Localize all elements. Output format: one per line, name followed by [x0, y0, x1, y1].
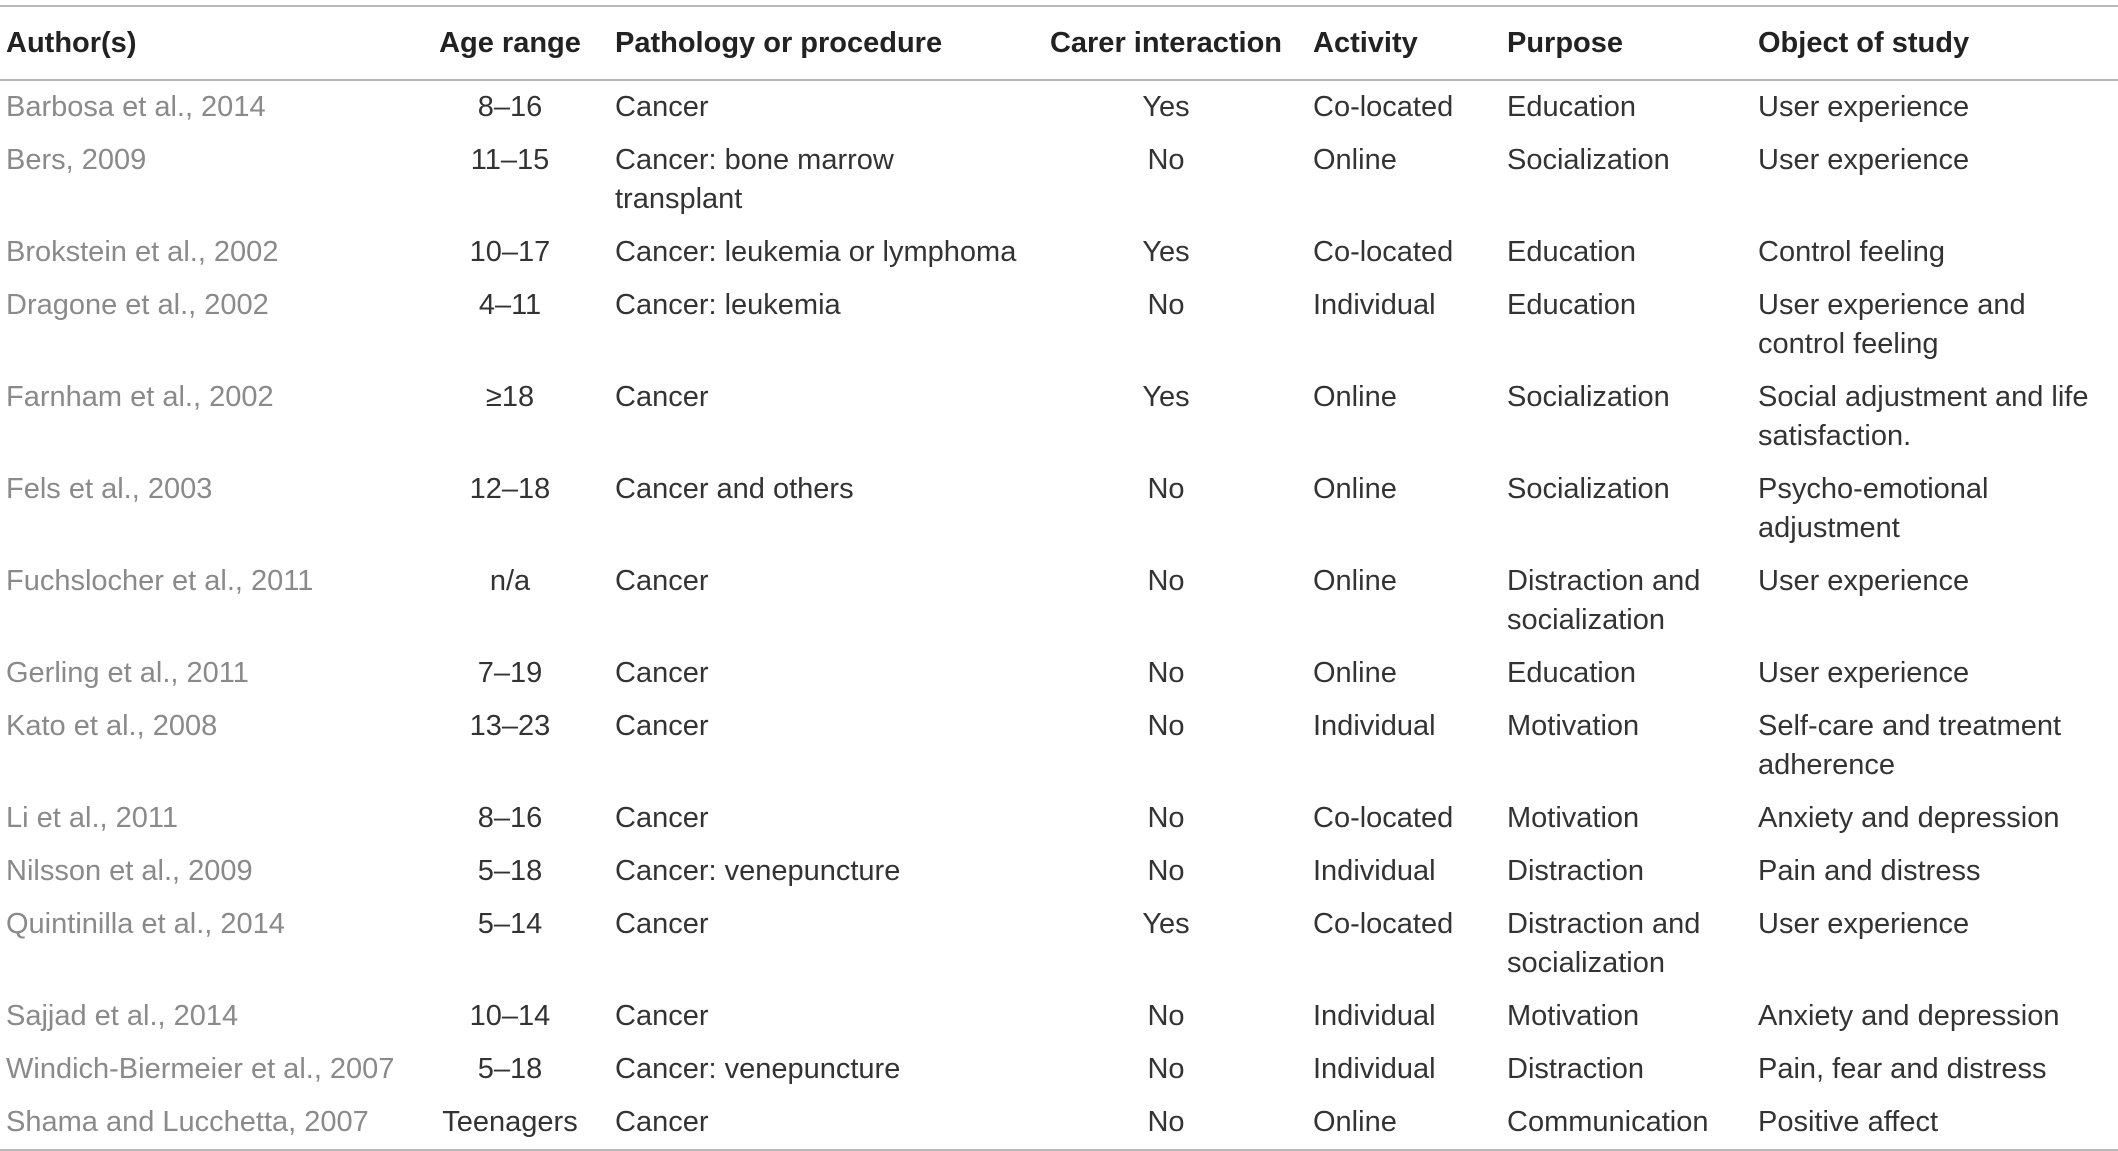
cell-carer-interaction: No — [1019, 1096, 1313, 1150]
cell-pathology: Cancer — [615, 657, 709, 689]
cell-carer-interaction: No — [1147, 802, 1185, 834]
cell-purpose: Communication — [1507, 1096, 1758, 1150]
cell-pathology: Cancer: venepuncture — [615, 1053, 901, 1085]
cell-author: Dragone et al., 2002 — [6, 289, 269, 321]
cell-object-of-study: Anxiety and depression — [1758, 1000, 2060, 1032]
table-row — [0, 80, 2118, 134]
cell-activity: Individual — [1313, 1053, 1436, 1085]
cell-author: Barbosa et al., 2014 — [6, 91, 266, 123]
cell-activity: Individual — [1313, 855, 1436, 887]
cell-carer-interaction: Yes — [1142, 91, 1190, 123]
cell-object-of-study: User experience — [1758, 91, 1970, 123]
cell-carer-interaction: No — [1147, 144, 1185, 176]
header-carer-interaction: Carer interaction — [1019, 6, 1313, 80]
cell-activity: Individual — [1313, 1000, 1436, 1032]
cell-purpose: Distraction — [1507, 855, 1644, 887]
cell-object-of-study: Pain and distress — [1758, 855, 1981, 887]
cell-pathology: Cancer: bone marrow transplant — [615, 144, 894, 215]
cell-author: Windich-Biermeier et al., 2007 — [6, 1053, 395, 1085]
cell-pathology: Cancer — [615, 1000, 709, 1032]
table-row — [0, 226, 2118, 279]
cell-activity: Online — [1313, 144, 1397, 176]
table-row — [0, 700, 2118, 792]
cell-age-range: Teenagers — [405, 1096, 615, 1150]
header-object-of-study: Object of study — [1758, 6, 2118, 80]
cell-purpose: Socialization — [1507, 381, 1670, 413]
header-row — [0, 6, 2118, 80]
cell-author: Sajjad et al., 2014 — [6, 1000, 239, 1032]
header-author: Author(s) — [0, 6, 405, 80]
cell-pathology: Cancer: leukemia — [615, 289, 841, 321]
studies-table — [0, 5, 2118, 1151]
cell-carer-interaction: No — [1147, 710, 1185, 742]
cell-author: Fels et al., 2003 — [6, 473, 213, 505]
cell-age-range: n/a — [489, 565, 531, 597]
cell-author: Li et al., 2011 — [6, 802, 178, 834]
cell-pathology: Cancer — [615, 710, 709, 742]
table-header — [0, 6, 2118, 80]
cell-purpose: Distraction and socialization — [1507, 908, 1701, 979]
cell-object-of-study: Control feeling — [1758, 236, 1945, 268]
cell-purpose: Education — [1507, 289, 1636, 321]
cell-object-of-study: User experience — [1758, 565, 1970, 597]
table-row — [0, 279, 2118, 371]
cell-purpose: Education — [1507, 657, 1636, 689]
cell-purpose: Education — [1507, 236, 1636, 268]
cell-author: Kato et al., 2008 — [6, 710, 218, 742]
cell-author: Shama and Lucchetta, 2007 — [0, 1096, 405, 1150]
cell-carer-interaction: No — [1147, 855, 1185, 887]
cell-author: Bers, 2009 — [6, 144, 147, 176]
cell-activity: Online — [1313, 657, 1397, 689]
cell-object-of-study: Self-care and treatment adherence — [1758, 710, 2062, 781]
cell-carer-interaction: Yes — [1142, 908, 1190, 940]
cell-object-of-study: User experience — [1758, 657, 1970, 689]
cell-carer-interaction: No — [1147, 289, 1185, 321]
header-activity: Activity — [1313, 6, 1507, 80]
header-age-range: Age range — [405, 6, 615, 80]
cell-activity: Co-located — [1313, 802, 1454, 834]
cell-activity: Online — [1313, 473, 1397, 505]
cell-pathology: Cancer — [615, 381, 709, 413]
cell-age-range: 7–19 — [477, 657, 543, 689]
cell-age-range: 8–16 — [477, 91, 543, 123]
cell-purpose: Education — [1507, 91, 1636, 123]
table-row — [0, 898, 2118, 990]
cell-activity: Online — [1313, 1096, 1507, 1150]
cell-age-range: 12–18 — [469, 473, 551, 505]
cell-purpose: Motivation — [1507, 802, 1640, 834]
table-row — [0, 463, 2118, 555]
cell-purpose: Socialization — [1507, 144, 1670, 176]
cell-age-range: 4–11 — [478, 289, 542, 321]
cell-carer-interaction: No — [1147, 1000, 1185, 1032]
header-purpose: Purpose — [1507, 6, 1758, 80]
cell-activity: Online — [1313, 381, 1397, 413]
cell-activity: Co-located — [1313, 236, 1454, 268]
cell-object-of-study: Anxiety and depression — [1758, 802, 2060, 834]
cell-object-of-study: User experience — [1758, 908, 1970, 940]
cell-pathology: Cancer — [615, 802, 709, 834]
cell-carer-interaction: No — [1147, 473, 1185, 505]
table-row — [0, 555, 2118, 647]
cell-carer-interaction: Yes — [1142, 236, 1190, 268]
cell-pathology: Cancer — [615, 908, 709, 940]
cell-age-range: 8–16 — [477, 802, 543, 834]
cell-age-range: 5–18 — [477, 1053, 543, 1085]
table-row — [0, 1096, 2118, 1150]
cell-purpose: Distraction and socialization — [1507, 565, 1701, 636]
cell-carer-interaction: No — [1147, 657, 1185, 689]
cell-object-of-study: Pain, fear and distress — [1758, 1053, 2047, 1085]
cell-author: Quintinilla et al., 2014 — [6, 908, 285, 940]
cell-author: Fuchslocher et al., 2011 — [6, 565, 314, 597]
cell-pathology: Cancer and others — [615, 473, 854, 505]
cell-pathology: Cancer — [615, 1096, 1019, 1150]
cell-pathology: Cancer: venepuncture — [615, 855, 901, 887]
cell-age-range: 10–17 — [469, 236, 551, 268]
cell-purpose: Distraction — [1507, 1053, 1644, 1085]
cell-activity: Co-located — [1313, 91, 1454, 123]
cell-author: Gerling et al., 2011 — [6, 657, 249, 689]
cell-activity: Online — [1313, 565, 1397, 597]
table-row — [0, 134, 2118, 226]
table-row — [0, 792, 2118, 845]
table-row — [0, 990, 2118, 1043]
table-body — [0, 80, 2118, 1150]
cell-activity: Co-located — [1313, 908, 1454, 940]
table-row — [0, 647, 2118, 700]
cell-object-of-study: Positive affect — [1758, 1096, 2118, 1150]
cell-carer-interaction: No — [1147, 565, 1185, 597]
cell-carer-interaction: Yes — [1142, 381, 1190, 413]
cell-age-range: 13–23 — [469, 710, 551, 742]
cell-age-range: 10–14 — [469, 1000, 551, 1032]
cell-object-of-study: Social adjustment and life satisfaction. — [1758, 381, 2089, 452]
cell-age-range: 5–18 — [477, 855, 543, 887]
cell-pathology: Cancer — [615, 91, 709, 123]
table-row — [0, 1043, 2118, 1096]
cell-carer-interaction: No — [1147, 1053, 1185, 1085]
cell-author: Nilsson et al., 2009 — [6, 855, 253, 887]
cell-object-of-study: Psycho-emotional adjustment — [1758, 473, 1989, 544]
cell-age-range: 5–14 — [477, 908, 543, 940]
cell-object-of-study: User experience — [1758, 144, 1970, 176]
cell-activity: Individual — [1313, 289, 1436, 321]
cell-author: Farnham et al., 2002 — [6, 381, 274, 413]
cell-age-range: 11–15 — [470, 144, 550, 176]
table-row — [0, 845, 2118, 898]
cell-purpose: Motivation — [1507, 710, 1640, 742]
table-row — [0, 371, 2118, 463]
cell-activity: Individual — [1313, 710, 1436, 742]
cell-author: Brokstein et al., 2002 — [6, 236, 279, 268]
cell-object-of-study: User experience and control feeling — [1758, 289, 2026, 360]
cell-purpose: Socialization — [1507, 473, 1670, 505]
cell-pathology: Cancer — [615, 565, 709, 597]
cell-age-range: ≥18 — [485, 381, 535, 413]
cell-purpose: Motivation — [1507, 1000, 1640, 1032]
cell-pathology: Cancer: leukemia or lymphoma — [615, 236, 1017, 268]
header-pathology: Pathology or procedure — [615, 6, 1019, 80]
